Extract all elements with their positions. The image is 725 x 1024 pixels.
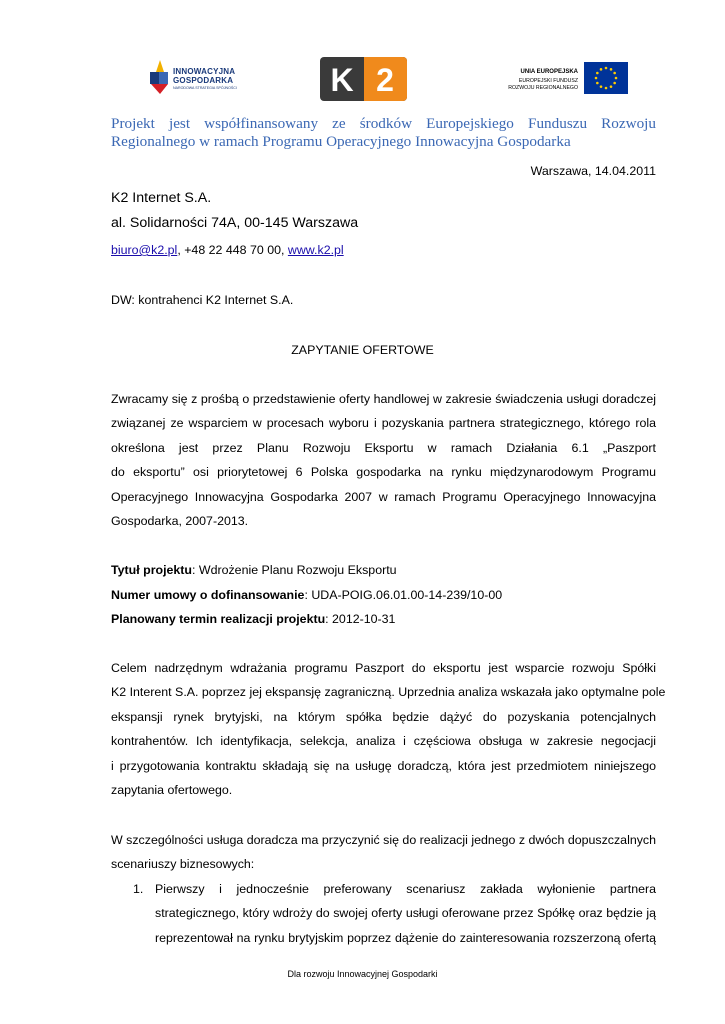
contract-number xyxy=(111,588,502,602)
paragraph-line: do eksportu” osi priorytetowej 6 Polska gospodarka na rynku międzynarodowym Programu xyxy=(111,465,656,480)
intro-paragraph xyxy=(111,387,656,533)
ue-logo-line2: EUROPEJSKI FUNDUSZ xyxy=(518,78,578,84)
ig-logo-line2: GOSPODARKA xyxy=(173,76,234,85)
ue-efrr-logo xyxy=(494,56,628,100)
project-title-label: Tytuł projektu xyxy=(111,563,192,577)
company-contact xyxy=(111,243,344,257)
list-item-line: strategicznego, który wdroży do swojej oferty usługi oferowane przez Spółkę oraz będzie ją xyxy=(155,906,656,921)
eu-star xyxy=(605,67,608,70)
innowacyjna-gospodarka-emblem-icon xyxy=(148,58,172,96)
document-heading: ZAPYTANIE OFERTOWE xyxy=(291,343,434,357)
svg-text:2: 2 xyxy=(376,62,394,98)
eu-star xyxy=(600,85,603,88)
eu-star xyxy=(600,68,603,71)
k2-logo xyxy=(320,57,407,101)
paragraph-line: kontrahentów. Ich identyfikacja, selekcja, analiza i częściowa obsługa w zakresie negocjacji xyxy=(111,734,656,749)
planned-date-label: Planowany termin realizacji projektu xyxy=(111,612,326,626)
paragraph-line: związanej ze wsparciem w procesach wyboru i pozyskania partnera strategicznego, którego rola xyxy=(111,416,656,431)
planned-date-value: : 2012-10-31 xyxy=(325,612,396,626)
list-item-line: Pierwszy i jednocześnie preferowany scenariusz zakłada wyłonienie partnera xyxy=(155,882,656,896)
eu-star xyxy=(605,87,608,90)
paragraph-line: określona jest przez Planu Rozwoju Eksportu w ramach Działania 6.1 „Paszport xyxy=(111,440,656,455)
eu-star xyxy=(615,77,618,80)
company-address: al. Solidarności 74A, 00-145 Warszawa xyxy=(111,215,359,231)
document-date: Warszawa, 14.04.2011 xyxy=(530,164,656,178)
goal-paragraph xyxy=(111,656,666,802)
ig-logo-line3: NARODOWA STRATEGIA SPÓJNOŚCI xyxy=(173,86,237,90)
eu-star xyxy=(613,72,616,75)
contract-number-label: Numer umowy o dofinansowanie xyxy=(111,588,305,602)
paragraph-line: W szczególności usługa doradcza ma przyczynić się do realizacji jednego z dwóch dopuszczalnych xyxy=(111,833,656,847)
ue-logo-line1: UNIA EUROPEJSKA xyxy=(520,69,578,75)
innowacyjna-gospodarka-logo xyxy=(148,58,258,96)
eu-star xyxy=(610,68,613,71)
svg-text:K: K xyxy=(330,62,354,98)
paragraph-line: Celem nadrzędnym wdrażania programu Paszport do eksportu jest wsparcie rozwoju Spółki xyxy=(111,661,656,675)
project-title-value: : Wdrożenie Planu Rozwoju Eksportu xyxy=(192,563,397,577)
page-footer: Dla rozwoju Innowacyjnej Gospodarki xyxy=(287,969,438,979)
eu-star xyxy=(595,77,598,80)
list-item-number: 1. xyxy=(133,882,144,896)
cofinancing-statement: Projekt jest współfinansowany ze środków Europejskiego Funduszu Rozwoju Regionalnego w ramach Programu Operacyjnego Innowacyjna Gospodarka xyxy=(111,115,656,150)
paragraph-line: Operacyjnego Innowacyjna Gospodarka 2007 w ramach Programu Operacyjnego Innowacyjna xyxy=(111,489,656,504)
paragraph-line: ekspansji rynek brytyjski, na którym spółka będzie dążyć do pozyskania potencjalnych xyxy=(111,709,656,724)
paragraph-line: Gospodarka, 2007-2013. xyxy=(111,513,249,528)
paragraph-line: K2 Interent S.A. poprzez jej ekspansję zagraniczną. Uprzednia analiza wskazała jako optymalne pole xyxy=(111,685,666,700)
list-item-text xyxy=(155,877,656,950)
list-item-line: reprezentował na rynku brytyjskim poprzez dążenie do zainteresowania rozszerzoną ofertą xyxy=(155,930,656,945)
company-name: K2 Internet S.A. xyxy=(111,190,212,206)
paragraph-line: Zwracamy się z prośbą o przedstawienie oferty handlowej w zakresie świadczenia usługi doradczej xyxy=(111,392,656,406)
phone-number: , +48 22 448 70 00, xyxy=(177,243,288,257)
project-title xyxy=(111,563,397,577)
eu-star xyxy=(596,72,599,75)
website-link[interactable]: www.k2.pl xyxy=(287,243,344,257)
paragraph-line: scenariuszy biznesowych: xyxy=(111,857,255,872)
recipient-line: DW: kontrahenci K2 Internet S.A. xyxy=(111,293,294,307)
email-link[interactable]: biuro@k2.pl xyxy=(111,243,178,257)
contract-number-value: : UDA-POIG.06.01.00-14-239/10-00 xyxy=(304,588,503,602)
eu-star xyxy=(610,85,613,88)
scenario-paragraph xyxy=(111,828,656,877)
paragraph-line: i przygotowania kontraktu składają się na usługę doradczą, która jest przedmiotem niniejszego xyxy=(111,758,656,773)
paragraph-line: zapytania ofertowego. xyxy=(111,782,233,797)
eu-star xyxy=(596,82,599,85)
ig-logo-line1: INNOWACYJNA xyxy=(173,67,236,76)
ue-logo-line3: ROZWOJU REGIONALNEGO xyxy=(508,85,578,91)
planned-date xyxy=(111,612,395,626)
eu-star xyxy=(613,82,616,85)
eu-flag-icon xyxy=(584,62,628,94)
k2-logo-icon xyxy=(320,57,407,101)
